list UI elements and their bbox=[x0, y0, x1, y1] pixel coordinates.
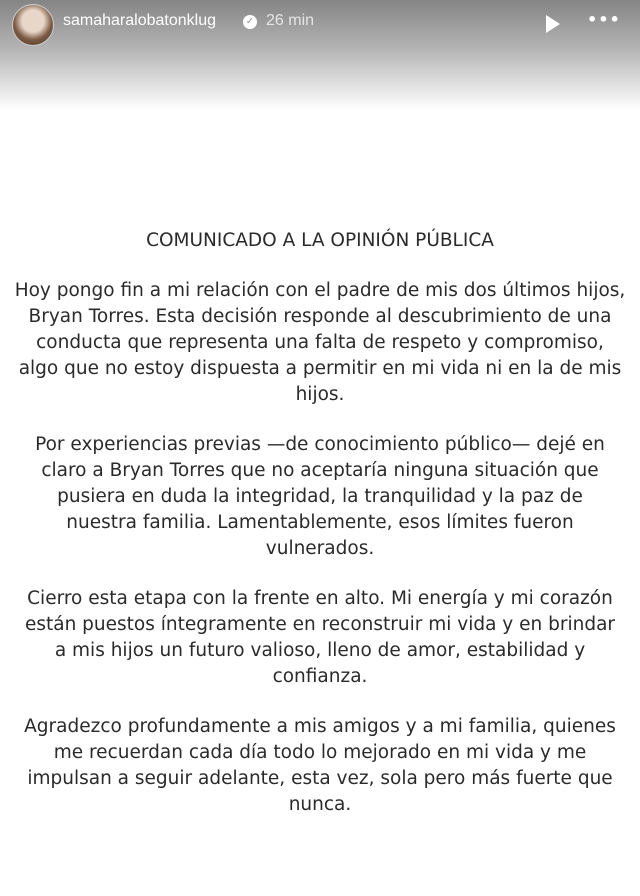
avatar[interactable] bbox=[12, 4, 54, 46]
text-line: confianza. bbox=[272, 666, 368, 687]
verified-badge-icon: ✓ bbox=[243, 15, 257, 29]
paragraph bbox=[0, 586, 640, 690]
statement-text bbox=[0, 228, 640, 842]
text-line: Bryan Torres. Esta decisión responde al descubrimiento de una bbox=[28, 306, 612, 327]
text-line: están puestos íntegramente en reconstruir mi vida y en brindar bbox=[24, 614, 616, 635]
text-line: Cierro esta etapa con la frente en alto. Mi energía y mi corazón bbox=[27, 588, 613, 609]
paragraph bbox=[0, 278, 640, 408]
paragraph bbox=[0, 432, 640, 562]
username[interactable]: samaharalobatonklug bbox=[63, 12, 216, 29]
text-line: a mis hijos un futuro valioso, lleno de amor, estabilidad y bbox=[54, 640, 586, 661]
text-line: conducta que representa una falta de respeto y compromiso, bbox=[36, 332, 604, 353]
text-line: algo que no estoy dispuesta a permitir en mi vida ni en la de mis bbox=[18, 358, 622, 379]
text-line: vulnerados. bbox=[265, 538, 375, 559]
text-line: impulsan a seguir adelante, esta vez, sola pero más fuerte que bbox=[27, 768, 613, 789]
text-line: Por experiencias previas —de conocimiento público— dejé en bbox=[35, 434, 605, 455]
text-line: Hoy pongo fin a mi relación con el padre de mis dos últimos hijos, bbox=[14, 280, 626, 301]
text-line: pusiera en duda la integridad, la tranquilidad y la paz de bbox=[57, 486, 583, 507]
statement-title: COMUNICADO A LA OPINIÓN PÚBLICA bbox=[146, 230, 494, 251]
text-line: Agradezco profundamente a mis amigos y a mi familia, quienes bbox=[24, 716, 616, 737]
paragraph bbox=[0, 714, 640, 818]
text-line: claro a Bryan Torres que no aceptaría ninguna situación que bbox=[41, 460, 599, 481]
text-line: nuestra familia. Lamentablemente, esos límites fueron bbox=[66, 512, 574, 533]
story-header bbox=[0, 0, 640, 48]
text-line: me recuerdan cada día todo lo mejorado en mi vida y me bbox=[53, 742, 587, 763]
text-line: nunca. bbox=[288, 794, 352, 815]
more-options-icon[interactable]: ••• bbox=[587, 10, 621, 29]
timestamp: 26 min bbox=[266, 12, 315, 29]
text-line: hijos. bbox=[295, 384, 345, 405]
play-icon[interactable] bbox=[546, 15, 560, 33]
